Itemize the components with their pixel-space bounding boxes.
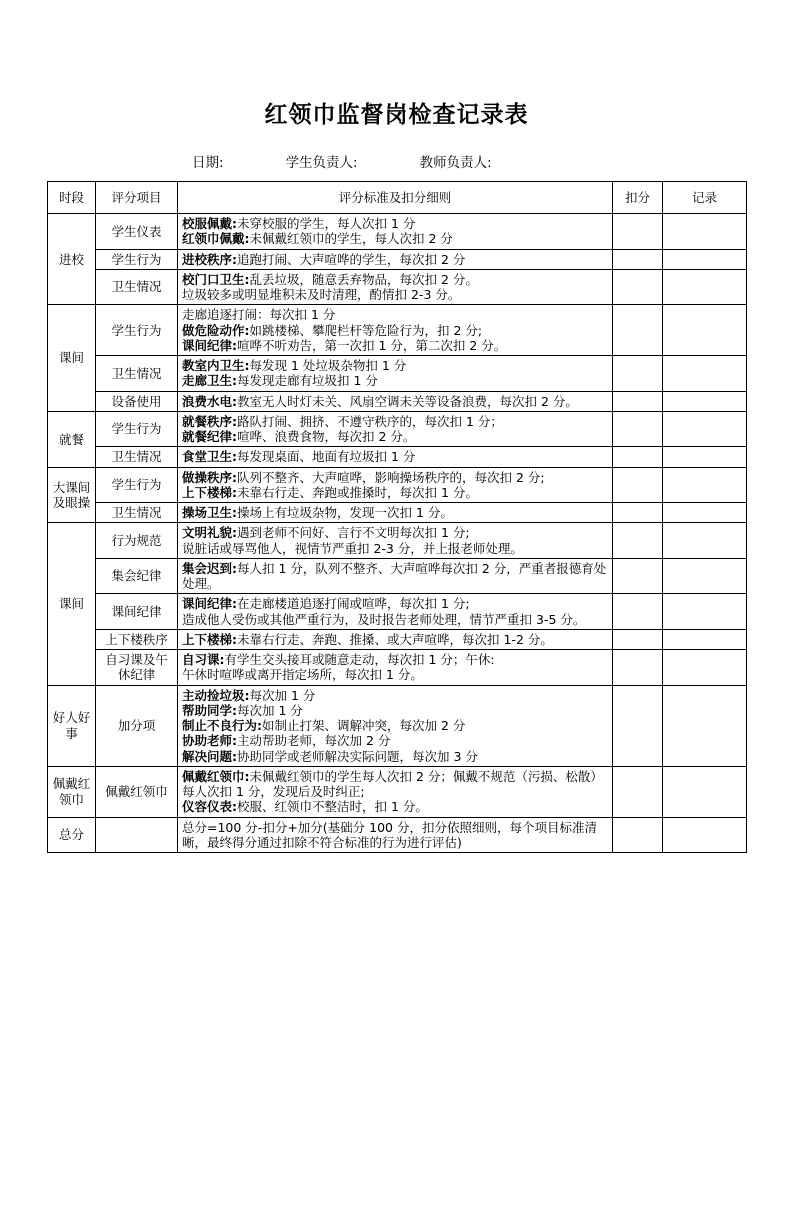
cell-record-input[interactable] [663, 594, 747, 630]
document-page [0, 96, 793, 1218]
cell-score-input[interactable] [613, 558, 663, 594]
header-item: 评分项目 [96, 182, 178, 214]
cell-item: 上下楼秩序 [96, 629, 178, 649]
cell-record-input[interactable] [663, 503, 747, 523]
header-period: 时段 [48, 182, 96, 214]
cell-rule: 进校秩序:追跑打闹、大声喧哗的学生，每次扣 2 分 [178, 249, 613, 269]
cell-record-input[interactable] [663, 356, 747, 392]
meta-teacher-leader-label: 教师负责人: [419, 155, 492, 171]
cell-record-input[interactable] [663, 269, 747, 305]
table-row [48, 249, 747, 269]
cell-record-input[interactable] [663, 685, 747, 766]
cell-score-input[interactable] [613, 447, 663, 467]
table-row [48, 650, 747, 686]
table-row [48, 391, 747, 411]
cell-item: 学生行为 [96, 305, 178, 356]
cell-item: 卫生情况 [96, 503, 178, 523]
table-row [48, 817, 747, 853]
table-row [48, 305, 747, 356]
table-row [48, 269, 747, 305]
cell-record-input[interactable] [663, 629, 747, 649]
cell-period: 大课间及眼操 [48, 467, 96, 523]
table-row [48, 523, 747, 559]
cell-item: 佩戴红领巾 [96, 766, 178, 817]
table-header-row [48, 182, 747, 214]
cell-rule: 课间纪律:在走廊楼道追逐打闹或喧哗，每次扣 1 分; 造成他人受伤或其他严重行为，及时报告老师处理，情节严重扣 3-5 分。 [178, 594, 613, 630]
cell-score-input[interactable] [613, 467, 663, 503]
meta-row [47, 151, 746, 171]
table-body [48, 214, 747, 853]
cell-item: 行为规范 [96, 523, 178, 559]
cell-score-input[interactable] [613, 214, 663, 250]
table-row [48, 411, 747, 447]
cell-rule: 走廊追逐打闹：每次扣 1 分 做危险动作:如跳楼梯、攀爬栏杆等危险行为，扣 2 分; 课间纪律:喧哗不听劝告，第一次扣 1 分，第二次扣 2 分。 [178, 305, 613, 356]
cell-record-input[interactable] [663, 766, 747, 817]
table-row [48, 503, 747, 523]
cell-rule: 浪费水电:教室无人时灯未关、风扇空调未关等设备浪费，每次扣 2 分。 [178, 391, 613, 411]
cell-item: 卫生情况 [96, 447, 178, 467]
cell-record-input[interactable] [663, 650, 747, 686]
cell-item: 学生仪表 [96, 214, 178, 250]
table-row [48, 558, 747, 594]
table-row [48, 594, 747, 630]
page-title: 红领巾监督岗检查记录表 [264, 101, 529, 128]
cell-item: 自习课及午休纪律 [96, 650, 178, 686]
cell-item: 加分项 [96, 685, 178, 766]
cell-rule: 上下楼梯:未靠右行走、奔跑、推搡、或大声喧哗，每次扣 1-2 分。 [178, 629, 613, 649]
cell-record-input[interactable] [663, 467, 747, 503]
cell-item: 卫生情况 [96, 269, 178, 305]
table-row [48, 629, 747, 649]
cell-record-input[interactable] [663, 523, 747, 559]
cell-rule: 操场卫生:操场上有垃圾杂物，发现一次扣 1 分。 [178, 503, 613, 523]
cell-score-input[interactable] [613, 523, 663, 559]
cell-period: 佩戴红领巾 [48, 766, 96, 817]
header-score: 扣分 [613, 182, 663, 214]
cell-record-input[interactable] [663, 447, 747, 467]
table-row [48, 467, 747, 503]
cell-period: 就餐 [48, 411, 96, 467]
cell-record-input[interactable] [663, 558, 747, 594]
cell-record-input[interactable] [663, 305, 747, 356]
meta-date-label: 日期: [192, 155, 224, 171]
cell-score-input[interactable] [613, 650, 663, 686]
cell-record-input[interactable] [663, 214, 747, 250]
cell-rule: 佩戴红领巾:未佩戴红领巾的学生每人次扣 2 分；佩戴不规范（污损、松散）每人次扣 1 分，发现后及时纠正; 仪容仪表:校服、红领巾不整洁时，扣 1 分。 [178, 766, 613, 817]
cell-score-input[interactable] [613, 411, 663, 447]
cell-period: 进校 [48, 214, 96, 305]
cell-period: 课间 [48, 523, 96, 685]
cell-period: 课间 [48, 305, 96, 412]
header-rule: 评分标准及扣分细则 [178, 182, 613, 214]
cell-score-input[interactable] [613, 503, 663, 523]
cell-score-input[interactable] [613, 305, 663, 356]
cell-score-input[interactable] [613, 391, 663, 411]
cell-rule: 总分=100 分-扣分+加分(基础分 100 分，扣分依照细则，每个项目标准清晰，最终得分通过扣除不符合标准的行为进行评估) [178, 817, 613, 853]
meta-student-leader-label: 学生负责人: [285, 155, 358, 171]
cell-rule: 主动捡垃圾:每次加 1 分 帮助同学:每次加 1 分 制止不良行为:如制止打架、调解冲突，每次加 2 分 协助老师:主动帮助老师，每次加 2 分 解决问题:协助同学或老师解决实际问题，每次加 3 分 [178, 685, 613, 766]
cell-item: 卫生情况 [96, 356, 178, 392]
cell-record-input[interactable] [663, 249, 747, 269]
cell-rule: 教室内卫生:每发现 1 处垃圾杂物扣 1 分 走廊卫生:每发现走廊有垃圾扣 1 分 [178, 356, 613, 392]
cell-rule: 文明礼貌:遇到老师不问好、言行不文明每次扣 1 分; 说脏话或辱骂他人，视情节严重扣 2-3 分，并上报老师处理。 [178, 523, 613, 559]
cell-rule: 自习课:有学生交头接耳或随意走动，每次扣 1 分；午休: 午休时喧哗或离开指定场所，每次扣 1 分。 [178, 650, 613, 686]
cell-rule: 校门口卫生:乱丢垃圾，随意丢弃物品，每次扣 2 分。 垃圾较多或明显堆积未及时清理，酌情扣 2-3 分。 [178, 269, 613, 305]
cell-record-input[interactable] [663, 391, 747, 411]
cell-item: 学生行为 [96, 249, 178, 269]
cell-rule: 做操秩序:队列不整齐、大声喧哗，影响操场秩序的，每次扣 2 分; 上下楼梯:未靠右行走、奔跑或推搡时，每次扣 1 分。 [178, 467, 613, 503]
table-row [48, 214, 747, 250]
cell-period: 总分 [48, 817, 96, 853]
cell-item: 学生行为 [96, 411, 178, 447]
cell-item: 设备使用 [96, 391, 178, 411]
cell-score-input[interactable] [613, 766, 663, 817]
cell-rule: 就餐秩序:路队打闹、拥挤、不遵守秩序的，每次扣 1 分； 就餐纪律:喧哗、浪费食物，每次扣 2 分。 [178, 411, 613, 447]
cell-score-input[interactable] [613, 685, 663, 766]
cell-score-input[interactable] [613, 629, 663, 649]
cell-rule: 集会迟到:每人扣 1 分，队列不整齐、大声喧哗每次扣 2 分，严重者报德育处处理。 [178, 558, 613, 594]
cell-rule: 食堂卫生:每发现桌面、地面有垃圾扣 1 分 [178, 447, 613, 467]
cell-rule: 校服佩戴:未穿校服的学生，每人次扣 1 分 红领巾佩戴:未佩戴红领巾的学生，每人次扣 2 分 [178, 214, 613, 250]
cell-score-input[interactable] [613, 594, 663, 630]
cell-record-input[interactable] [663, 817, 747, 853]
cell-score-input[interactable] [613, 356, 663, 392]
cell-item: 学生行为 [96, 467, 178, 503]
cell-period: 好人好事 [48, 685, 96, 766]
cell-record-input[interactable] [663, 411, 747, 447]
cell-item [96, 817, 178, 853]
table-row [48, 356, 747, 392]
header-record: 记录 [663, 182, 747, 214]
cell-score-input[interactable] [613, 249, 663, 269]
table-row [48, 447, 747, 467]
cell-score-input[interactable] [613, 817, 663, 853]
table-row [48, 766, 747, 817]
cell-score-input[interactable] [613, 269, 663, 305]
cell-item: 集会纪律 [96, 558, 178, 594]
table-row [48, 685, 747, 766]
inspection-record-table [47, 181, 747, 853]
cell-item: 课间纪律 [96, 594, 178, 630]
